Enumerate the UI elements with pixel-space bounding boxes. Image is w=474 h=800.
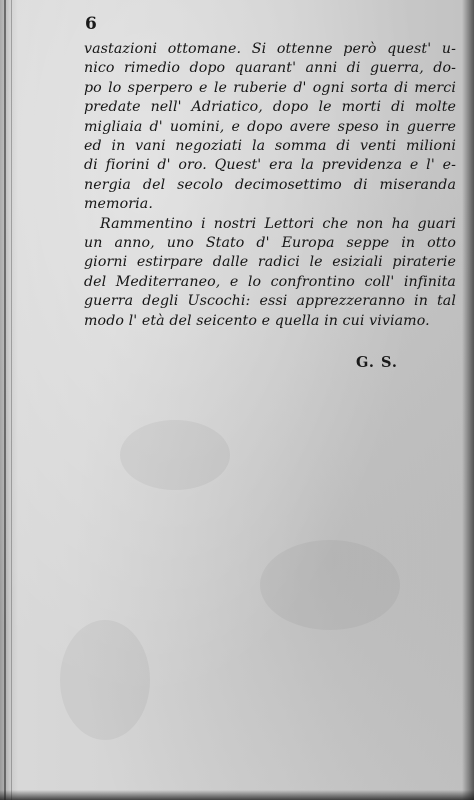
text-line: nico rimedio dopo quarant' anni di guerra, do- — [84, 60, 456, 77]
text-line: vastazioni ottomane. Si ottenne però quest' u- — [84, 41, 456, 57]
text-line: del Mediterraneo, e lo confrontino coll' infinita — [84, 273, 456, 290]
paragraph-1 — [84, 40, 456, 215]
text-line: memoria. — [84, 196, 153, 213]
text-line: nergia del secolo decimosettimo di miseranda — [84, 176, 456, 193]
paper-stain — [260, 540, 400, 630]
page-bottom-edge-shadow — [0, 790, 474, 800]
text-line: di fiorini d' oro. Quest' era la previdenza e l' e- — [84, 157, 456, 174]
text-line: ed in vani negoziati la somma di venti milioni — [84, 138, 456, 155]
text-line: giorni estirpare dalle radici le esiziali piraterie — [84, 254, 456, 271]
paper-stain — [120, 420, 230, 490]
page-right-edge-shadow — [462, 0, 474, 800]
page-gutter-line — [11, 0, 12, 800]
text-line: guerra degli Uscochi: essi apprezzeranno in tal — [84, 293, 456, 310]
author-signature: G. S. — [356, 354, 398, 371]
paragraph-2 — [84, 215, 456, 331]
text-line: modo l' età del seicento e quella in cui viviamo. — [84, 312, 430, 329]
body-text — [84, 40, 456, 331]
text-line: un anno, uno Stato d' Europa seppe in otto — [84, 235, 456, 252]
text-line: po lo sperpero e le ruberie d' ogni sorta di merci — [84, 79, 456, 96]
paper-stain — [60, 620, 150, 740]
text-line: predate nell' Adriatico, dopo le morti di molte — [84, 99, 456, 116]
page-gutter-shadow — [4, 0, 6, 800]
page-number: 6 — [85, 14, 97, 34]
text-line: Rammentino i nostri Lettori che non ha guari — [100, 215, 456, 232]
text-line: migliaia d' uomini, e dopo avere speso in guerre — [84, 118, 456, 135]
